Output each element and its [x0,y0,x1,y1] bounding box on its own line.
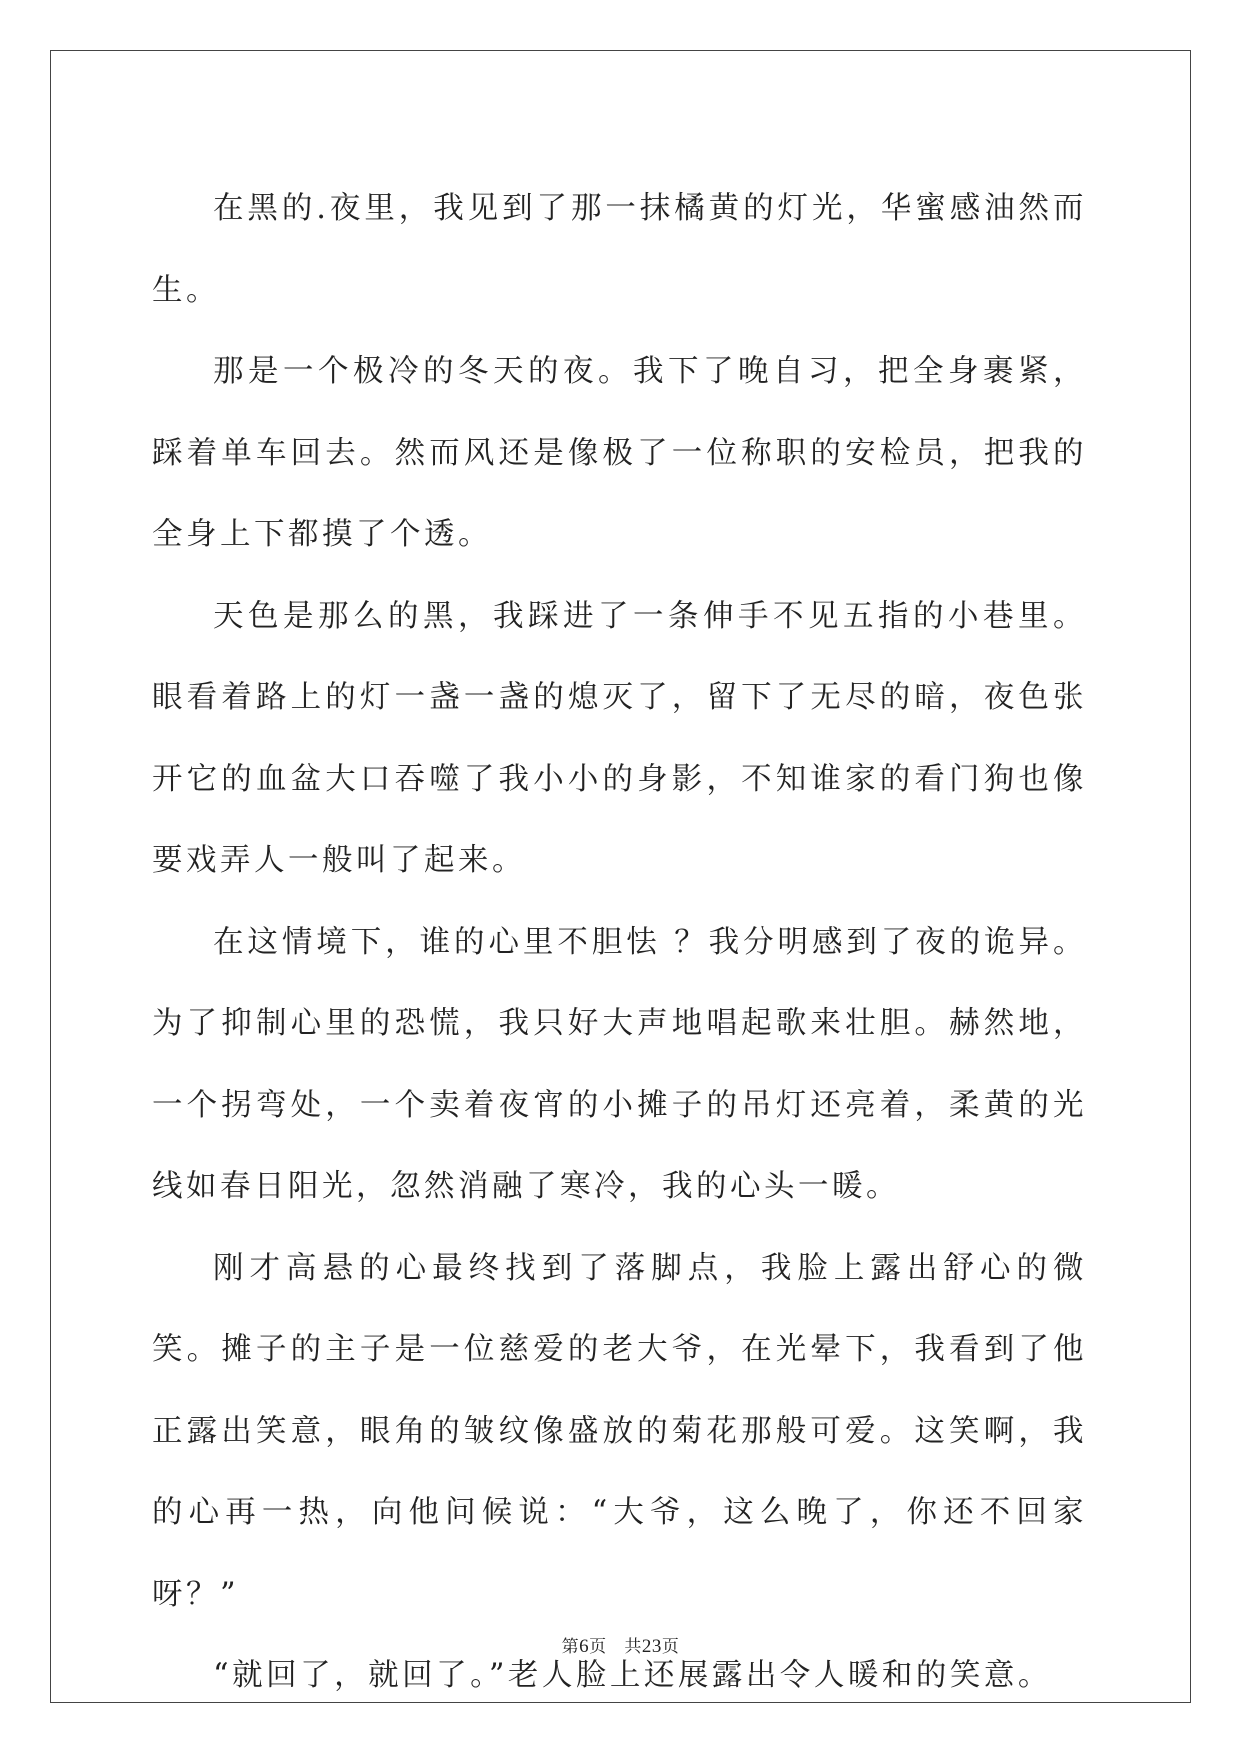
paragraph: 在这情境下，谁的心里不胆怯 ？我分明感到了夜的诡异。为了抑制心里的恐慌，我只好大声地唱起歌来壮胆。赫然地，一个拐弯处，一个卖着夜宵的小摊子的吊灯还亮着，柔黄的光线如春日阳光，忽然消融了寒冷，我的心头一暖。 [152,924,1087,1204]
total-prefix: 共 [624,1637,642,1657]
page-number: 6 [579,1636,590,1657]
page-prefix: 第 [561,1637,580,1657]
page-suffix: 页 [589,1637,607,1657]
paragraph: 天色是那么的黑，我踩进了一条伸手不见五指的小巷里。眼看着路上的灯一盏一盏的熄灭了，留下了无尽的暗，夜色张开它的血盆大口吞噬了我小小的身影，不知谁家的看门狗也像要戏弄人一般叫了起来。 [152,598,1087,878]
paragraph: 那是一个极冷的冬天的夜。我下了晚自习，把全身裹紧，踩着单车回去。然而风还是像极了一位称职的安检员，把我的全身上下都摸了个透。 [152,354,1087,552]
total-suffix: 页 [661,1637,680,1657]
paragraph: “就回了，就回了。”老人脸上还展露出令人暖和的笑意。 [213,1658,1052,1693]
page-footer [0,1632,1241,1658]
paragraph: 在黑的.夜里，我见到了那一抹橘黄的灯光，华蜜感油然而生。 [152,191,1087,308]
paragraph: 刚才高悬的心最终找到了落脚点，我脸上露出舒心的微笑。摊子的主子是一位慈爱的老大爷，在光晕下，我看到了他正露出笑意，眼角的皱纹像盛放的菊花那般可爱。这笑啊，我的心再一热，向他问候说：“大爷，这么晚了，你还不回家呀？” [152,1250,1087,1612]
document-body [152,168,1087,1717]
total-pages: 23 [641,1636,662,1657]
